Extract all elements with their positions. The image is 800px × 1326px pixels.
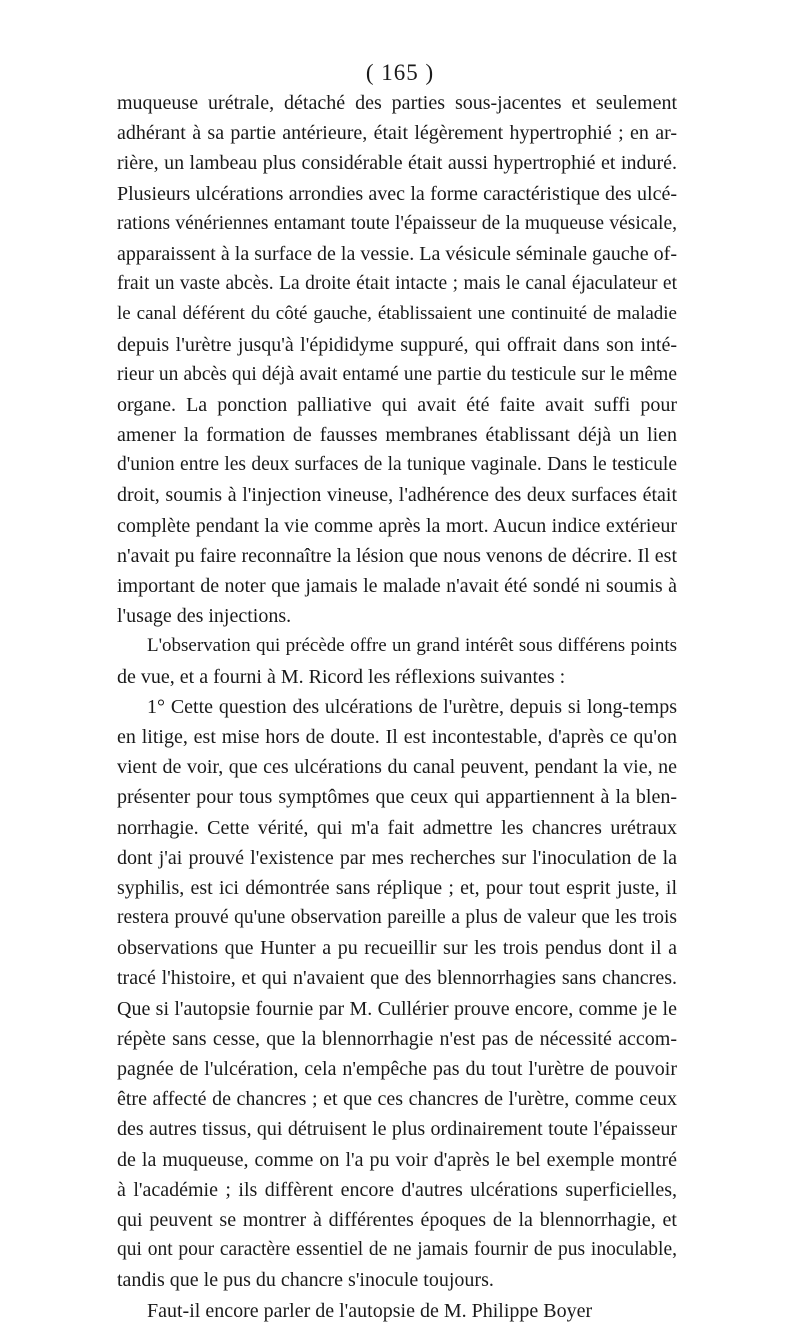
text-line: rière, un lambeau plus considérable était aussi hypertrophié et induré. <box>117 152 677 175</box>
page-number: ( 165 ) <box>365 60 435 85</box>
text-line: droit, soumis à l'injection vineuse, l'adhérence des deux surfaces était <box>117 484 677 507</box>
text-line: 1° Cette question des ulcérations de l'urètre, depuis si long-temps <box>147 695 677 718</box>
text-line: répète sans cesse, que la blennorrhagie n'est pas de nécessité accom- <box>117 1027 677 1050</box>
text-line: L'observation qui précède offre un grand intérêt sous différens points <box>147 635 677 657</box>
text-line: rations vénériennes entamant toute l'épaisseur de la muqueuse vésicale, <box>117 212 677 234</box>
text-line: qui ont pour caractère essentiel de ne jamais fournir de pus inoculable, <box>117 1239 677 1261</box>
text-line: tandis que le pus du chancre s'inocule toujours. <box>117 1269 494 1292</box>
text-line: le canal déférent du côté gauche, établissaient une continuité de maladie <box>117 303 677 325</box>
text-line: important de noter que jamais le malade n'avait été sondé ni soumis à <box>117 575 677 597</box>
text-line: Faut-il encore parler de l'autopsie de M. Philippe Boyer <box>147 1299 593 1322</box>
text-line: dont j'ai prouvé l'existence par mes recherches sur l'inoculation de la <box>117 846 677 869</box>
text-line: apparaissent à la surface de la vessie. La vésicule séminale gauche of- <box>117 242 677 265</box>
text-line: depuis l'urètre jusqu'à l'épididyme suppuré, qui offrait dans son inté- <box>117 333 677 356</box>
text-line: complète pendant la vie comme après la mort. Aucun indice extérieur <box>117 514 677 537</box>
text-line: syphilis, est ici démontrée sans réplique ; et, pour tout esprit juste, il <box>117 876 677 899</box>
text-line: de vue, et a fourni à M. Ricord les réflexions suivantes : <box>117 665 566 688</box>
text-line: muqueuse urétrale, détaché des parties sous-jacentes et seulement <box>117 92 677 114</box>
text-line: organe. La ponction palliative qui avait été faite avait suffi pour <box>117 393 677 416</box>
text-line: observations que Hunter a pu recueillir sur les trois pendus dont il a <box>117 937 677 960</box>
text-line: rieur un abcès qui déjà avait entamé une partie du testicule sur le même <box>117 363 677 385</box>
text-line: restera prouvé qu'une observation pareille a plus de valeur que les trois <box>117 907 677 929</box>
text-line: tracé l'histoire, et qui n'avaient que des blennorrhagies sans chancres. <box>117 967 677 990</box>
text-line: pagnée de l'ulcération, cela n'empêche pas du tout l'urètre de pouvoir <box>117 1058 677 1080</box>
text-line: d'union entre les deux surfaces de la tunique vaginale. Dans le testicule <box>117 454 677 476</box>
text-line: vient de voir, que ces ulcérations du canal peuvent, pendant la vie, ne <box>117 756 677 779</box>
text-line: des autres tissus, qui détruisent le plus ordinairement toute l'épaisseur <box>117 1118 677 1141</box>
text-line: présenter pour tous symptômes que ceux qui appartiennent à la blen- <box>117 786 677 809</box>
text-line: frait un vaste abcès. La droite était intacte ; mais le canal éjaculateur et <box>117 273 677 295</box>
text-line: en litige, est mise hors de doute. Il est incontestable, d'après ce qu'on <box>117 725 677 748</box>
text-line: qui peuvent se montrer à différentes époques de la blennorrhagie, et <box>117 1208 677 1231</box>
body-text <box>117 88 677 1326</box>
text-line: être affecté de chancres ; et que ces chancres de l'urètre, comme ceux <box>117 1088 677 1111</box>
text-line: à l'académie ; ils diffèrent encore d'autres ulcérations superficielles, <box>117 1178 677 1201</box>
text-line: amener la formation de fausses membranes établissant déjà un lien <box>117 424 677 447</box>
text-line: de la muqueuse, comme on l'a pu voir d'après le bel exemple montré <box>117 1148 677 1171</box>
text-line: Que si l'autopsie fournie par M. Cullérier prouve encore, comme je le <box>117 997 677 1020</box>
text-line: adhérant à sa partie antérieure, était légèrement hypertrophié ; en ar- <box>117 122 677 145</box>
text-line: norrhagie. Cette vérité, qui m'a fait admettre les chancres urétraux <box>117 816 677 839</box>
text-line: l'usage des injections. <box>117 605 292 628</box>
text-line: Plusieurs ulcérations arrondies avec la forme caractéristique des ulcé- <box>117 182 677 205</box>
text-line: n'avait pu faire reconnaître la lésion que nous venons de décrire. Il est <box>117 544 677 567</box>
